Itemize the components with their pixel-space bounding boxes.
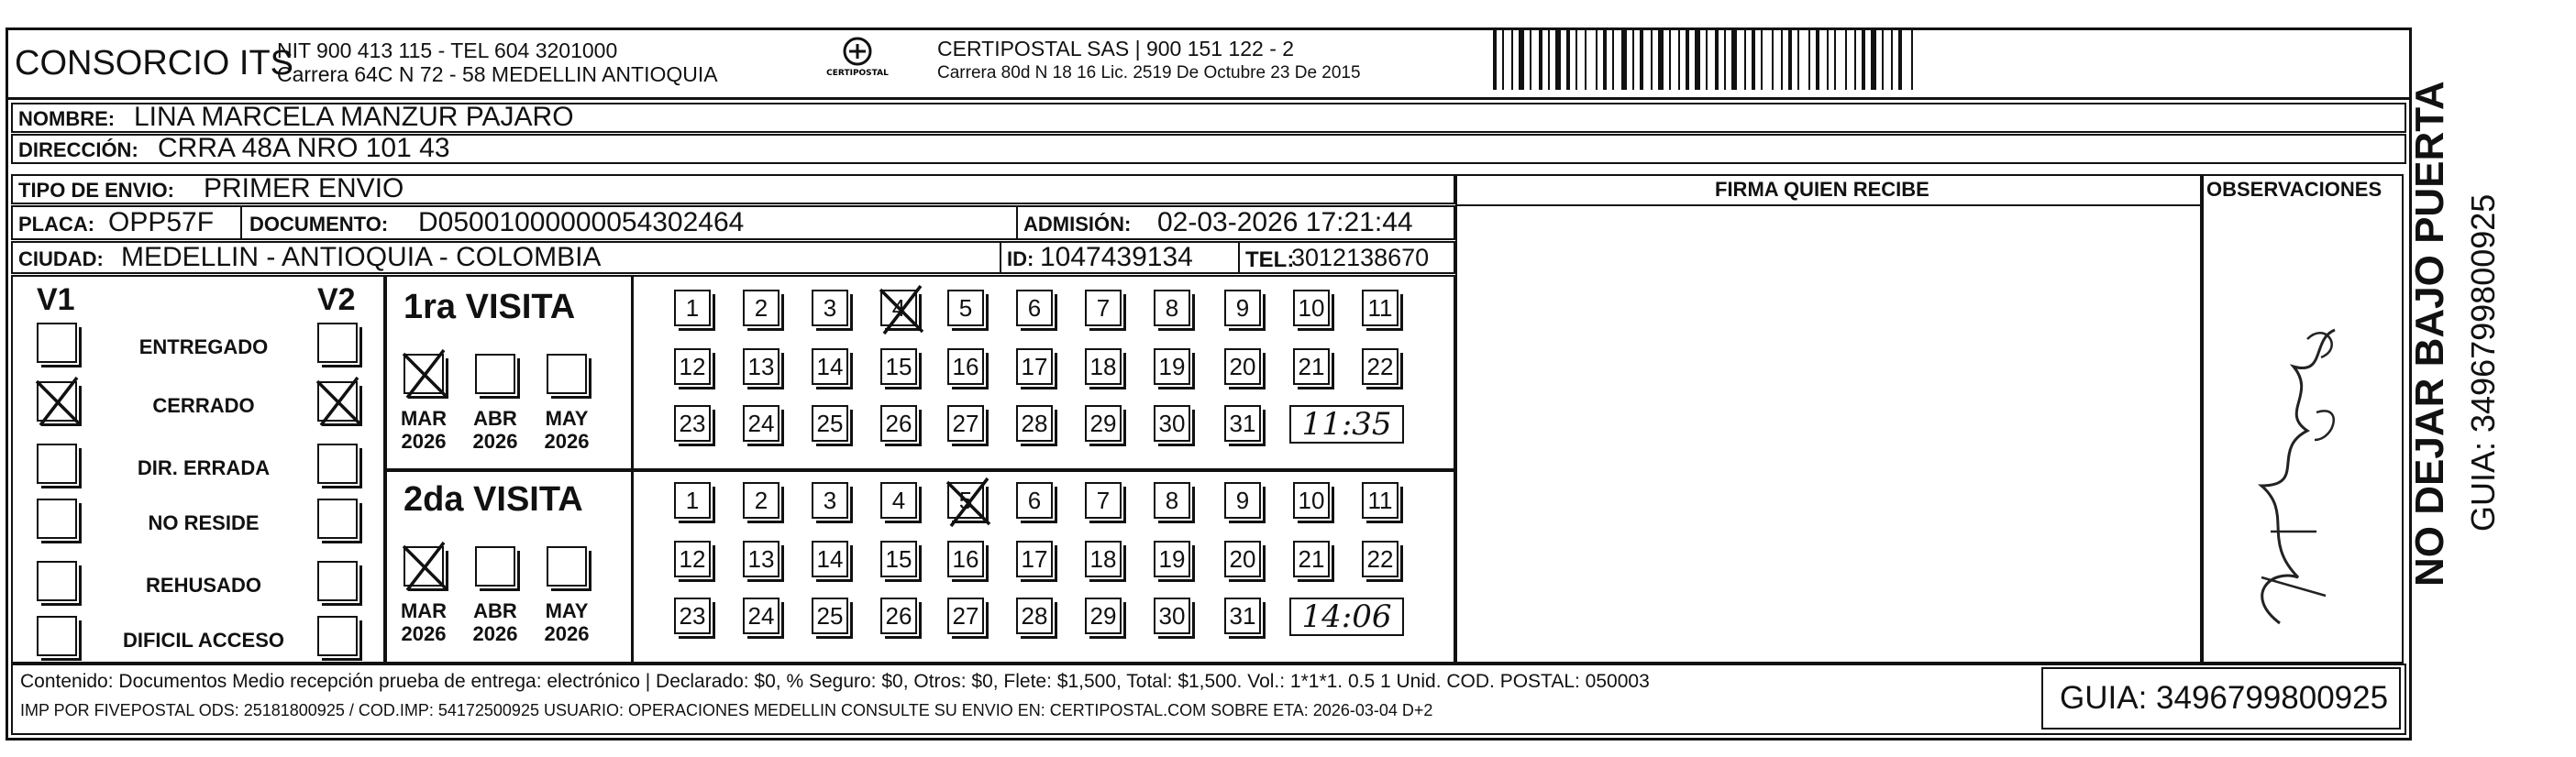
day-number: 20 — [1229, 352, 1256, 380]
day-box[interactable] — [1085, 348, 1122, 385]
side-warning: NO DEJAR BAJO PUERTA — [2407, 81, 2452, 587]
barcode-bar — [1596, 27, 1598, 90]
day-number: 30 — [1158, 601, 1186, 630]
month-label: MAY 2026 — [544, 599, 590, 646]
v1-checkbox[interactable] — [37, 561, 77, 601]
month-label: ABR 2026 — [472, 599, 518, 646]
v1-checkbox[interactable] — [37, 381, 77, 422]
barcode-bar — [1761, 27, 1763, 90]
tipo-label: TIPO DE ENVIO: — [18, 179, 174, 202]
day-number: 31 — [1229, 601, 1256, 630]
day-box[interactable] — [812, 290, 848, 326]
courier-license-line: Carrera 80d N 18 16 Lic. 2519 De Octubre 23 De 2015 — [937, 63, 1361, 82]
day-box[interactable] — [880, 482, 917, 519]
admision-label: ADMISIÓN: — [1023, 213, 1132, 236]
barcode-bar — [1731, 27, 1737, 90]
day-box[interactable] — [743, 405, 779, 442]
day-box[interactable] — [1016, 348, 1053, 385]
v2-checkbox[interactable] — [317, 381, 358, 422]
barcode-bar — [1706, 27, 1708, 90]
barcode-bar — [1539, 27, 1542, 90]
day-number: 23 — [679, 601, 706, 630]
day-number: 7 — [1096, 486, 1111, 514]
status-option-label: REHUSADO — [146, 574, 261, 597]
day-box[interactable] — [880, 405, 917, 442]
day-number: 24 — [747, 601, 775, 630]
barcode-bar — [1871, 27, 1876, 90]
barcode-bar — [1669, 27, 1671, 90]
day-box[interactable] — [880, 541, 917, 577]
day-box[interactable] — [1154, 598, 1190, 634]
visit-time-box[interactable]: 14:06 — [1289, 598, 1404, 636]
barcode-bar — [1678, 27, 1680, 90]
day-number: 13 — [747, 352, 775, 380]
day-box[interactable] — [947, 541, 984, 577]
barcode-bar — [1816, 27, 1819, 90]
day-box[interactable] — [812, 348, 848, 385]
day-box[interactable] — [743, 348, 779, 385]
day-box[interactable] — [1154, 405, 1190, 442]
tel-value: 3012138670 — [1291, 244, 1430, 271]
firma-box — [1455, 174, 2202, 664]
day-number: 18 — [1089, 352, 1117, 380]
visit-two-label: 2da VISITA — [404, 480, 583, 519]
tipo-value: PRIMER ENVIO — [204, 173, 404, 203]
day-number: 8 — [1165, 486, 1179, 514]
barcode-bar — [1911, 27, 1913, 90]
v2-label: V2 — [317, 282, 356, 317]
placa-label: PLACA: — [18, 213, 95, 236]
day-box[interactable] — [1016, 405, 1053, 442]
check-mark-icon — [875, 282, 930, 337]
day-number: 19 — [1158, 352, 1186, 380]
id-label: ID: — [1007, 247, 1034, 270]
day-box[interactable] — [1362, 290, 1399, 326]
barcode-bar — [1519, 27, 1524, 90]
status-option-label: CERRADO — [152, 394, 255, 417]
day-box[interactable] — [880, 290, 917, 326]
direccion-label: DIRECCIÓN: — [18, 138, 138, 161]
barcode-bar — [1744, 27, 1746, 90]
ciudad-value: MEDELLIN - ANTIOQUIA - COLOMBIA — [121, 242, 602, 272]
day-box[interactable] — [1154, 541, 1190, 577]
day-number: 6 — [1027, 486, 1042, 514]
day-box[interactable] — [947, 290, 984, 326]
day-box[interactable] — [1293, 290, 1330, 326]
barcode-bar — [1781, 27, 1783, 90]
day-number: 12 — [679, 544, 706, 573]
status-option-label: NO RESIDE — [148, 511, 260, 534]
day-box[interactable] — [743, 290, 779, 326]
barcode-bar — [1530, 27, 1531, 90]
day-number: 11 — [1367, 486, 1393, 514]
visit-divider — [631, 275, 634, 664]
signature-scrawl — [2206, 302, 2390, 632]
barcode-bar — [1658, 27, 1664, 90]
day-box[interactable] — [1362, 541, 1399, 577]
day-number: 26 — [885, 601, 912, 630]
day-box[interactable] — [1085, 290, 1122, 326]
placa-divider — [240, 205, 242, 240]
day-number: 15 — [885, 352, 912, 380]
day-box[interactable] — [674, 482, 711, 519]
day-box[interactable] — [947, 598, 984, 634]
barcode-bar — [1603, 27, 1607, 90]
day-number: 10 — [1298, 486, 1325, 514]
day-box[interactable] — [1085, 541, 1122, 577]
day-number: 6 — [1027, 293, 1042, 322]
day-number: 11 — [1367, 293, 1393, 322]
check-mark-icon — [312, 374, 367, 429]
day-box[interactable] — [1016, 482, 1053, 519]
barcode-bar — [1555, 27, 1561, 90]
v1-checkbox[interactable] — [37, 499, 77, 539]
day-number: 4 — [891, 486, 906, 514]
day-number: 17 — [1021, 352, 1048, 380]
day-number: 9 — [1235, 486, 1250, 514]
day-number: 28 — [1021, 601, 1048, 630]
day-box[interactable] — [880, 598, 917, 634]
nombre-value: LINA MARCELA MANZUR PAJARO — [134, 102, 574, 132]
day-number: 21 — [1298, 544, 1325, 573]
day-number: 30 — [1158, 409, 1186, 437]
day-number: 12 — [679, 352, 706, 380]
barcode-bar — [1845, 27, 1847, 90]
barcode-bar — [1724, 27, 1726, 90]
barcode-bar — [1788, 27, 1792, 90]
month-checkbox[interactable] — [547, 354, 587, 394]
month-label: MAY 2026 — [544, 407, 590, 454]
day-box[interactable] — [674, 290, 711, 326]
day-number: 5 — [958, 486, 973, 514]
month-checkbox[interactable] — [475, 354, 515, 394]
v1-checkbox[interactable] — [37, 444, 77, 484]
day-box[interactable] — [1085, 482, 1122, 519]
barcode-bar — [1686, 27, 1689, 90]
month-checkbox[interactable] — [547, 546, 587, 587]
month-checkbox[interactable] — [404, 546, 444, 587]
month-label: MAR 2026 — [400, 407, 448, 454]
tel-label: TEL: — [1245, 247, 1295, 272]
status-option-label: DIR. ERRADA — [137, 456, 271, 479]
day-box[interactable] — [812, 482, 848, 519]
day-box[interactable] — [880, 348, 917, 385]
day-box[interactable] — [1224, 541, 1261, 577]
visit-time-box[interactable]: 11:35 — [1289, 405, 1404, 444]
day-box[interactable] — [1224, 348, 1261, 385]
check-mark-icon — [942, 475, 997, 530]
barcode-bar — [1772, 27, 1774, 90]
day-box[interactable] — [812, 405, 848, 442]
status-option-label: DIFICIL ACCESO — [122, 629, 284, 652]
barcode-bar — [1695, 27, 1700, 90]
day-number: 31 — [1229, 409, 1256, 437]
day-number: 29 — [1089, 409, 1117, 437]
day-number: 2 — [754, 486, 768, 514]
day-box[interactable] — [1224, 405, 1261, 442]
barcode-bar — [1621, 27, 1627, 90]
day-number: 22 — [1366, 544, 1394, 573]
sender-name: CONSORCIO ITS — [15, 44, 294, 82]
barcode-bar — [1827, 27, 1829, 90]
day-number: 18 — [1089, 544, 1117, 573]
admision-divider — [1016, 205, 1018, 240]
sender-nit-tel: NIT 900 413 115 - TEL 604 3201000 — [277, 38, 618, 62]
id-value: 1047439134 — [1040, 242, 1193, 272]
documento-value: D05001000000054302464 — [418, 207, 745, 237]
barcode-bar — [1511, 27, 1513, 90]
day-number: 2 — [754, 293, 768, 322]
day-number: 3 — [823, 486, 837, 514]
barcode-bar — [1651, 27, 1653, 90]
barcode-bar — [1797, 27, 1799, 90]
day-box[interactable] — [1154, 290, 1190, 326]
month-label: MAR 2026 — [400, 599, 448, 646]
barcode-bar — [1854, 27, 1856, 90]
day-box[interactable] — [743, 482, 779, 519]
footer-guia: GUIA: 3496799800925 — [2060, 680, 2389, 716]
day-box[interactable] — [674, 348, 711, 385]
id-divider — [1000, 241, 1001, 274]
header-divider — [6, 97, 2412, 100]
day-box[interactable] — [1085, 405, 1122, 442]
day-box[interactable] — [674, 598, 711, 634]
month-checkbox[interactable] — [475, 546, 515, 587]
barcode — [1493, 27, 2179, 90]
barcode-bar — [1715, 27, 1719, 90]
barcode-bar — [1493, 27, 1497, 90]
logo-text: CERTIPOSTAL — [826, 69, 889, 78]
v1-checkbox[interactable] — [37, 616, 77, 656]
day-number: 10 — [1298, 293, 1325, 322]
day-box[interactable] — [1016, 541, 1053, 577]
day-number: 4 — [891, 293, 906, 322]
barcode-bar — [1585, 27, 1587, 90]
day-number: 3 — [823, 293, 837, 322]
day-box[interactable] — [743, 541, 779, 577]
day-box[interactable] — [947, 405, 984, 442]
day-box[interactable] — [1224, 290, 1261, 326]
day-number: 7 — [1096, 293, 1111, 322]
tel-divider — [1238, 241, 1240, 274]
day-number: 24 — [747, 409, 775, 437]
barcode-bar — [1752, 27, 1755, 90]
admision-value: 02-03-2026 17:21:44 — [1157, 207, 1413, 237]
day-box[interactable] — [1293, 482, 1330, 519]
day-box[interactable] — [1224, 482, 1261, 519]
barcode-bar — [1891, 27, 1893, 90]
day-number: 8 — [1165, 293, 1179, 322]
courier-name-line: CERTIPOSTAL SAS | 900 151 122 - 2 — [937, 37, 1295, 60]
day-number: 27 — [952, 601, 979, 630]
status-option-label: ENTREGADO — [138, 335, 269, 358]
firma-label: FIRMA QUIEN RECIBE — [1715, 178, 1929, 201]
barcode-bar — [1566, 27, 1570, 90]
v2-checkbox[interactable] — [317, 561, 358, 601]
placa-value: OPP57F — [108, 207, 215, 237]
day-number: 22 — [1366, 352, 1394, 380]
barcode-bar — [1632, 27, 1634, 90]
day-box[interactable] — [674, 541, 711, 577]
day-box[interactable] — [1085, 598, 1122, 634]
day-number: 29 — [1089, 601, 1117, 630]
day-box[interactable] — [674, 405, 711, 442]
day-box[interactable] — [1362, 482, 1399, 519]
day-box[interactable] — [1362, 348, 1399, 385]
ciudad-label: CIUDAD: — [18, 247, 104, 270]
day-box[interactable] — [1016, 290, 1053, 326]
barcode-bar — [1808, 27, 1810, 90]
nombre-label: NOMBRE: — [18, 107, 116, 130]
v2-checkbox[interactable] — [317, 444, 358, 484]
sender-address: Carrera 64C N 72 - 58 MEDELLIN ANTIOQUIA — [277, 62, 718, 86]
day-number: 23 — [679, 409, 706, 437]
day-number: 16 — [952, 544, 979, 573]
day-number: 1 — [685, 486, 700, 514]
barcode-bar — [1548, 27, 1550, 90]
day-number: 21 — [1298, 352, 1325, 380]
v2-checkbox[interactable] — [317, 323, 358, 363]
barcode-bar — [1612, 27, 1614, 90]
day-box[interactable] — [947, 482, 984, 519]
day-number: 28 — [1021, 409, 1048, 437]
day-number: 14 — [816, 544, 844, 573]
day-number: 5 — [958, 293, 973, 322]
barcode-bar — [1898, 27, 1902, 90]
day-number: 26 — [885, 409, 912, 437]
day-number: 27 — [952, 409, 979, 437]
day-number: 25 — [816, 409, 844, 437]
day-box[interactable] — [1224, 598, 1261, 634]
check-mark-icon — [398, 346, 453, 401]
v2-checkbox[interactable] — [317, 499, 358, 539]
check-mark-icon — [31, 374, 86, 429]
v1-label: V1 — [37, 282, 75, 317]
day-number: 20 — [1229, 544, 1256, 573]
day-number: 25 — [816, 601, 844, 630]
day-number: 15 — [885, 544, 912, 573]
check-mark-icon — [398, 539, 453, 594]
direccion-value: CRRA 48A NRO 101 43 — [158, 133, 450, 163]
barcode-bar — [1640, 27, 1643, 90]
day-box[interactable] — [947, 348, 984, 385]
month-checkbox[interactable] — [404, 354, 444, 394]
day-number: 1 — [685, 293, 700, 322]
day-number: 16 — [952, 352, 979, 380]
day-box[interactable] — [743, 598, 779, 634]
day-box[interactable] — [1293, 348, 1330, 385]
day-box[interactable] — [1016, 598, 1053, 634]
barcode-bar — [1862, 27, 1865, 90]
day-number: 17 — [1021, 544, 1048, 573]
v2-checkbox[interactable] — [317, 616, 358, 656]
day-number: 9 — [1235, 293, 1250, 322]
footer-line-1: Contenido: Documentos Medio recepción prueba de entrega: electrónico | Declarado: $0, % Seguro: $0, Otros: $0, Flete: $1,500, Total: $1,500. Vol.: 1*1*1. 0.5 1 Unid. COD. POSTAL: 050003 — [20, 671, 1650, 692]
day-box[interactable] — [812, 541, 848, 577]
day-number: 19 — [1158, 544, 1186, 573]
barcode-bar — [1502, 27, 1504, 90]
day-number: 13 — [747, 544, 775, 573]
day-box[interactable] — [1293, 541, 1330, 577]
documento-label: DOCUMENTO: — [249, 213, 389, 236]
day-box[interactable] — [1154, 482, 1190, 519]
barcode-bar — [1882, 27, 1884, 90]
footer-line-2: IMP POR FIVEPOSTAL ODS: 25181800925 / COD.IMP: 54172500925 USUARIO: OPERACIONES MEDELLIN CONSULTE SU ENVIO EN: CERTIPOSTAL.COM SOBRE ETA: 2026-03-04 D+2 — [20, 701, 1433, 719]
barcode-bar — [1575, 27, 1577, 90]
day-box[interactable] — [812, 598, 848, 634]
barcode-bar — [1834, 27, 1836, 90]
month-label: ABR 2026 — [472, 407, 518, 454]
side-guia: GUIA: 3496799800925 — [2464, 193, 2502, 532]
certipostal-logo-icon — [816, 35, 899, 82]
day-box[interactable] — [1154, 348, 1190, 385]
observaciones-label: OBSERVACIONES — [2206, 178, 2383, 201]
day-number: 14 — [816, 352, 844, 380]
v1-checkbox[interactable] — [37, 323, 77, 363]
visit-one-label: 1ra VISITA — [404, 288, 576, 326]
